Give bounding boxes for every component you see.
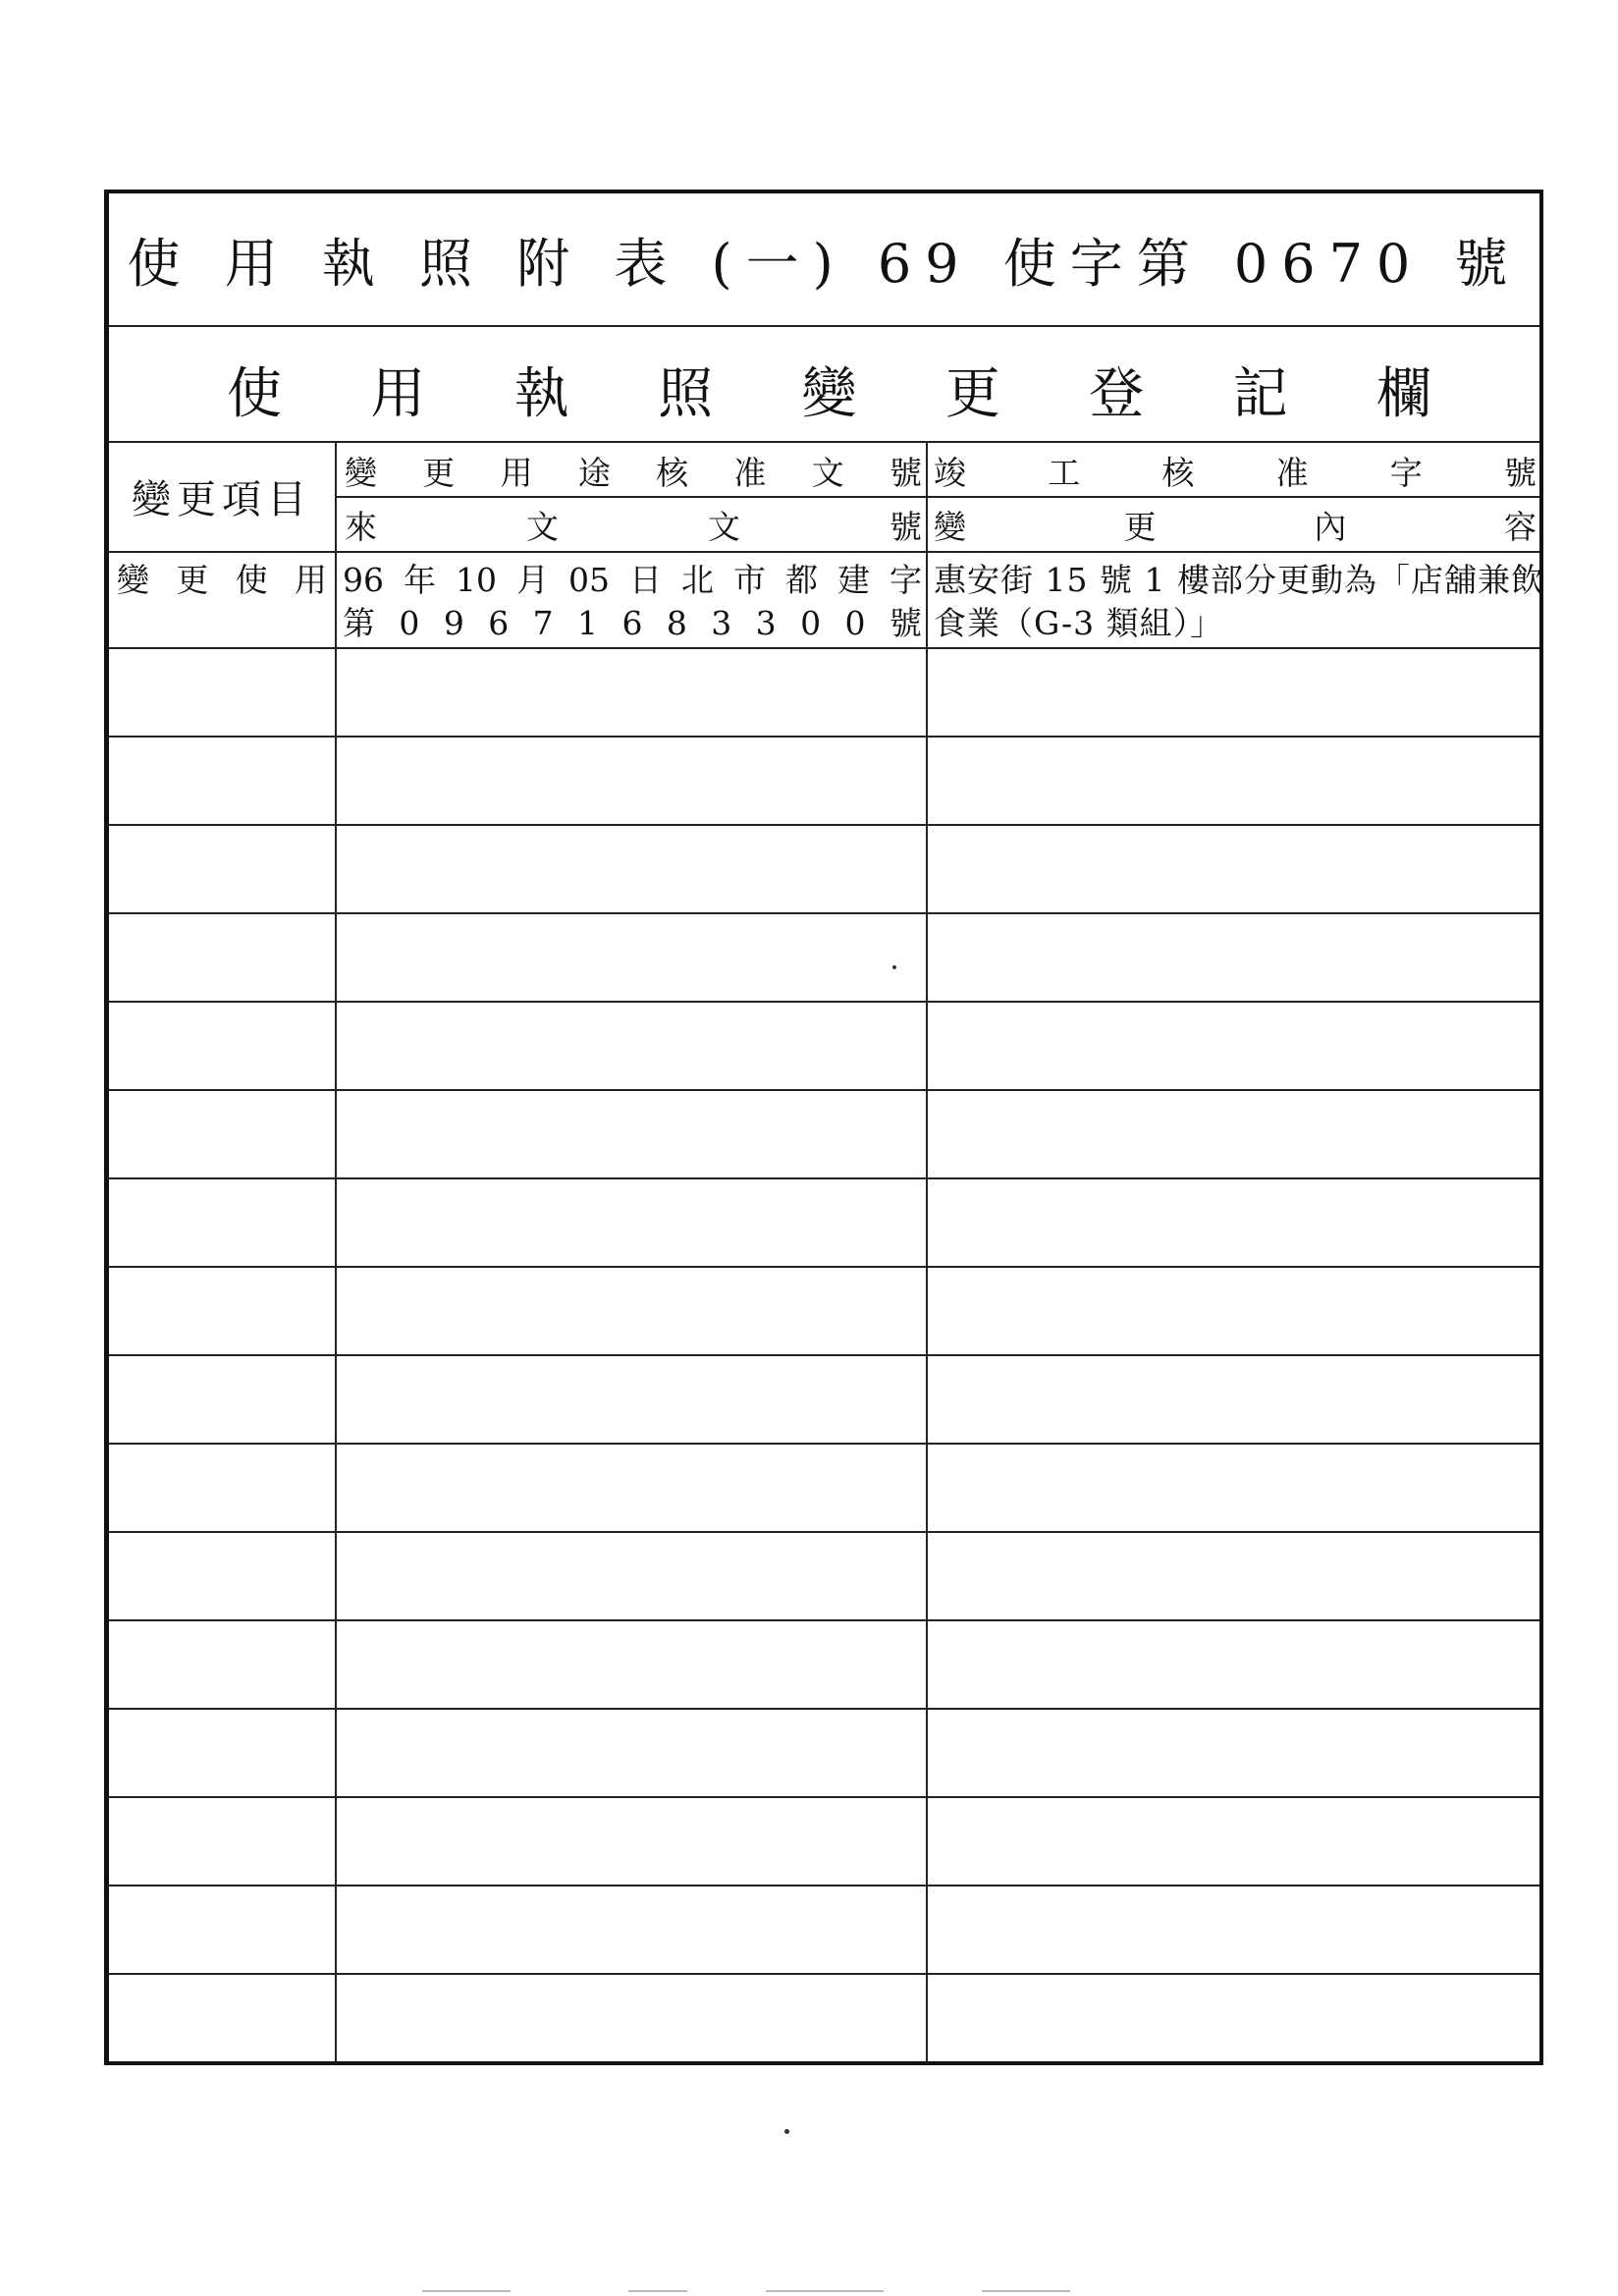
row-doc-no-line2: 第 0 9 6 7 1 6 8 3 3 0 0 號 xyxy=(343,604,922,642)
column-divider-2 xyxy=(926,441,928,2061)
table-row-divider xyxy=(109,1619,1539,1621)
table-row-divider xyxy=(109,1708,1539,1710)
table-row-divider xyxy=(109,1177,1539,1179)
section-title-char: 用 xyxy=(370,362,426,426)
header-approval-no: 變 更 用 途 核 准 文 號 xyxy=(345,453,922,492)
section-title-char: 使 xyxy=(227,362,282,426)
table-row-divider xyxy=(109,1354,1539,1356)
table-row-divider xyxy=(109,1089,1539,1091)
section-title-char: 記 xyxy=(1232,362,1288,426)
use-permit-appendix-form xyxy=(104,190,1543,2065)
column-divider-1 xyxy=(335,441,337,2061)
header-completion-no: 竣 工 核 准 字 號 xyxy=(934,453,1537,492)
form-title-row xyxy=(109,193,1539,327)
table-row-divider xyxy=(109,1885,1539,1886)
table-row-divider xyxy=(109,736,1539,738)
section-title-char: 執 xyxy=(513,362,569,426)
header-incoming-doc-no: 來 文 文 號 xyxy=(345,507,922,546)
header-mid-divider xyxy=(337,496,1539,498)
header-bottom-divider xyxy=(109,551,1539,553)
scan-artifact xyxy=(422,2290,511,2292)
header-change-item: 變更項目 xyxy=(132,476,312,522)
form-title: 使 用 執 照 附 表 (一) 69 使字第 0670 號 xyxy=(127,232,1522,295)
section-title-char: 變 xyxy=(801,362,857,426)
row-change-content-line2: 食業（G-3 類組）」 xyxy=(934,604,1224,642)
row-change-item: 變 更 使 用 xyxy=(117,561,327,599)
row-doc-no-line1: 96 年 10 月 05 日 北 市 都 建 字 xyxy=(343,561,922,599)
section-title-char: 照 xyxy=(658,362,714,426)
header-change-content: 變 更 內 容 xyxy=(934,507,1537,546)
section-title xyxy=(227,351,1431,429)
scan-speck xyxy=(892,965,896,969)
table-row-divider xyxy=(109,1266,1539,1268)
table-row-divider xyxy=(109,912,1539,914)
scan-speck xyxy=(784,2129,789,2134)
section-title-char: 登 xyxy=(1089,362,1145,426)
table-row-divider xyxy=(109,647,1539,649)
section-title-char: 欄 xyxy=(1376,362,1431,426)
section-title-char: 更 xyxy=(944,362,1000,426)
section-title-row xyxy=(109,325,1539,443)
table-row-divider xyxy=(109,1531,1539,1533)
table-row-divider xyxy=(109,1796,1539,1798)
table-row-divider xyxy=(109,824,1539,826)
table-row-divider xyxy=(109,1443,1539,1445)
scan-artifact xyxy=(982,2290,1070,2292)
table-row-divider xyxy=(109,1973,1539,1975)
scan-artifact xyxy=(766,2290,884,2292)
table-row-divider xyxy=(109,1001,1539,1003)
row-change-content-line1: 惠安街 15 號 1 樓部分更動為「店舖兼飲 xyxy=(934,561,1544,599)
scan-artifact xyxy=(628,2290,687,2292)
